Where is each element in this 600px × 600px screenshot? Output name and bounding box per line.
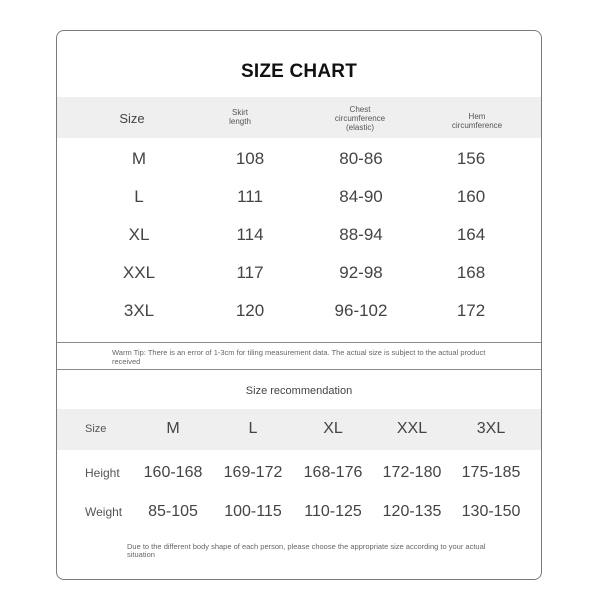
weight-value: 100-115 bbox=[224, 503, 282, 520]
rec-size-m: M bbox=[166, 420, 180, 437]
cell-skirt: 111 bbox=[237, 187, 263, 206]
cell-chest: 84-90 bbox=[339, 187, 383, 206]
size-chart-card bbox=[56, 30, 542, 580]
rec-size-xxl: XXL bbox=[396, 420, 428, 437]
cell-skirt: 120 bbox=[235, 301, 265, 320]
cell-chest: 92-98 bbox=[339, 263, 383, 282]
weight-value: 110-125 bbox=[304, 503, 362, 520]
cell-hem: 164 bbox=[456, 225, 486, 244]
cell-chest: 96-102 bbox=[334, 301, 388, 320]
weight-value: 130-150 bbox=[461, 503, 521, 520]
recommendation-title: Size recommendation bbox=[245, 385, 353, 397]
table-row bbox=[57, 255, 541, 293]
rec-size-3xl: 3XL bbox=[476, 420, 506, 437]
cell-hem: 172 bbox=[456, 301, 486, 320]
cell-hem: 160 bbox=[456, 187, 486, 206]
cell-size: XXL bbox=[122, 263, 156, 282]
recommendation-header bbox=[57, 409, 541, 450]
weight-value: 85-105 bbox=[148, 503, 198, 520]
height-value: 172-180 bbox=[382, 464, 442, 481]
cell-chest: 80-86 bbox=[339, 149, 383, 168]
rec-size-l: L bbox=[248, 420, 258, 437]
cell-size: 3XL bbox=[123, 301, 155, 320]
cell-size: M bbox=[131, 149, 147, 168]
weight-row bbox=[57, 499, 541, 529]
table-row bbox=[57, 141, 541, 179]
rec-size-xl: XL bbox=[323, 420, 343, 437]
cell-size: L bbox=[134, 187, 144, 206]
cell-skirt: 108 bbox=[235, 149, 265, 168]
recommendation-note: Due to the different body shape of each person, please choose the appropriate size according to your actual situation bbox=[127, 542, 486, 559]
cell-chest: 88-94 bbox=[339, 225, 383, 244]
table-row bbox=[57, 293, 541, 331]
cell-hem: 168 bbox=[456, 263, 486, 282]
cell-hem: 156 bbox=[456, 149, 486, 168]
table-row bbox=[57, 179, 541, 217]
height-value: 175-185 bbox=[461, 464, 521, 481]
header-chest: Chest circumference (elastic) bbox=[334, 105, 386, 132]
height-value: 169-172 bbox=[223, 464, 283, 481]
rec-size-label: Size bbox=[85, 423, 107, 435]
cell-skirt: 114 bbox=[236, 225, 264, 244]
warm-tip-box bbox=[57, 342, 541, 370]
height-value: 168-176 bbox=[303, 464, 363, 481]
height-row bbox=[57, 460, 541, 490]
weight-value: 120-135 bbox=[382, 503, 442, 520]
header-skirt-length: Skirt length bbox=[229, 108, 251, 126]
cell-size: XL bbox=[128, 225, 150, 244]
size-table-header bbox=[57, 97, 541, 138]
weight-label: Weight bbox=[85, 505, 123, 519]
height-value: 160-168 bbox=[143, 464, 203, 481]
header-hem: Hem circumference bbox=[451, 112, 503, 130]
height-label: Height bbox=[85, 466, 120, 480]
header-size: Size bbox=[119, 111, 145, 126]
warm-tip-text: Warm Tip: There is an error of 1-3cm for tiling measurement data. The actual size is subject to the actual product received bbox=[112, 348, 486, 366]
cell-skirt: 117 bbox=[236, 263, 264, 282]
chart-title: SIZE CHART bbox=[241, 61, 357, 82]
table-row bbox=[57, 217, 541, 255]
